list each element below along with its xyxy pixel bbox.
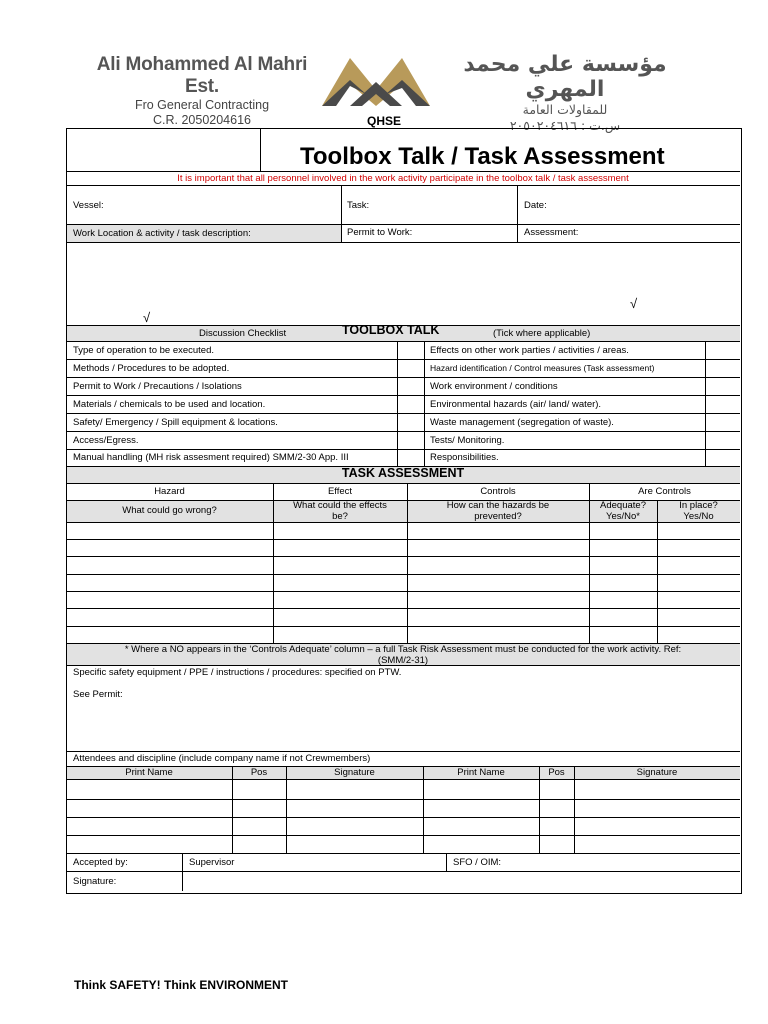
rule-line — [66, 591, 740, 592]
sub-effect-header-2: be? — [332, 511, 348, 522]
sfo-oim-label: SFO / OIM: — [453, 857, 502, 868]
checklist-item-right-5: Waste management (segregation of waste). — [430, 417, 614, 428]
checklist-item-left-1: Type of operation to be executed. — [73, 345, 215, 356]
checklist-item-left-7: Manual handling (MH risk assesment required) SMM/2-30 App. III — [73, 452, 349, 463]
controls-note-line-2: (SMM/2-31) — [377, 655, 429, 666]
rule-line — [66, 574, 740, 575]
company-name-ar: مؤسسة علي محمد المهري — [463, 52, 667, 102]
checklist-tick-box-right-6[interactable] — [706, 432, 739, 449]
rule-line — [66, 171, 740, 172]
attendees-heading: Attendees and discipline (include company name if not Crewmembers) — [73, 753, 371, 764]
checklist-item-left-3: Permit to Work / Precautions / Isolations — [73, 381, 242, 392]
att-signature-header-2: Signature — [636, 767, 678, 778]
checklist-item-right-1: Effects on other work parties / activities / areas. — [430, 345, 629, 356]
footer-slogan: Think SAFETY! Think ENVIRONMENT — [74, 978, 289, 992]
see-permit-label: See Permit: — [73, 689, 123, 700]
company-name-en: Ali Mohammed Al Mahri Est. — [96, 54, 308, 97]
company-cr-en: C.R. 2050204616 — [153, 113, 251, 127]
att-signature-header-1: Signature — [334, 767, 375, 778]
rule-line — [66, 817, 740, 818]
accepted-by-label: Accepted by: — [73, 857, 128, 868]
rule-line — [66, 608, 740, 609]
rule-line — [182, 853, 183, 891]
rule-line — [517, 185, 518, 242]
checklist-item-left-2: Methods / Procedures to be adopted. — [73, 363, 230, 374]
rule-line — [66, 799, 740, 800]
sub-adequate-header-2: Yes/No* — [606, 511, 640, 522]
rule-line — [66, 224, 740, 225]
checklist-tick-box-left-6[interactable] — [398, 432, 423, 449]
discussion-checklist-label: Discussion Checklist — [199, 328, 287, 339]
title-box-divider — [260, 128, 261, 172]
toolbox-talk-heading: TOOLBOX TALK — [342, 323, 440, 337]
att-pos-header-2: Pos — [548, 767, 565, 778]
ppe-line: Specific safety equipment / PPE / instructions / procedures: specified on PTW. — [73, 667, 402, 678]
form-title: Toolbox Talk / Task Assessment — [300, 143, 665, 170]
rule-line — [66, 242, 740, 243]
col-are-controls-header: Are Controls — [638, 486, 691, 497]
company-logo — [320, 50, 432, 113]
checklist-item-right-6: Tests/ Monitoring. — [430, 435, 505, 446]
task-assessment-heading: TASK ASSESSMENT — [341, 466, 465, 480]
checklist-item-left-4: Materials / chemicals to be used and location. — [73, 399, 266, 410]
rule-line — [539, 766, 540, 853]
rule-line — [66, 853, 740, 854]
col-controls-header: Controls — [480, 486, 516, 497]
checklist-tick-box-left-7[interactable] — [398, 449, 423, 466]
checklist-tick-box-right-1[interactable] — [706, 342, 739, 359]
rule-line — [66, 779, 740, 780]
signature-label: Signature: — [73, 876, 117, 887]
notice-text: It is important that all personnel involved in the work activity participate in the toolbox talk / task assessment — [177, 173, 629, 184]
checklist-tick-box-left-1[interactable] — [398, 342, 423, 359]
tick-mark-right: √ — [630, 296, 638, 311]
permit-to-work-label: Permit to Work: — [347, 227, 413, 238]
checklist-tick-box-right-7[interactable] — [706, 449, 739, 466]
work-location-label: Work Location & activity / task description: — [73, 228, 251, 239]
rule-line — [66, 522, 740, 523]
checklist-item-right-3: Work environment / conditions — [430, 381, 558, 392]
col-hazard-header: Hazard — [154, 486, 185, 497]
rule-line — [232, 766, 233, 853]
checklist-item-right-4: Environmental hazards (air/ land/ water). — [430, 399, 602, 410]
checklist-tick-box-right-2[interactable] — [706, 360, 739, 377]
rule-line — [66, 539, 740, 540]
sub-inplace-header-1: In place? — [679, 500, 718, 511]
sub-controls-header-1: How can the hazards be — [446, 500, 550, 511]
sub-controls-header-2: prevented? — [474, 511, 522, 522]
rule-line — [446, 853, 447, 871]
vessel-label: Vessel: — [73, 200, 104, 211]
rule-line — [66, 835, 740, 836]
rule-line — [66, 483, 740, 484]
att-pos-header-1: Pos — [250, 767, 268, 778]
col-effect-header: Effect — [327, 486, 353, 497]
checklist-tick-box-left-3[interactable] — [398, 378, 423, 395]
checklist-tick-box-right-3[interactable] — [706, 378, 739, 395]
assessment-label: Assessment: — [524, 227, 579, 238]
checklist-tick-box-left-4[interactable] — [398, 396, 423, 413]
checklist-tick-box-right-5[interactable] — [706, 414, 739, 431]
supervisor-label: Supervisor — [189, 857, 235, 868]
checklist-tick-box-left-5[interactable] — [398, 414, 423, 431]
checklist-item-left-5: Safety/ Emergency / Spill equipment & locations. — [73, 417, 278, 428]
rule-line — [423, 766, 424, 853]
rule-line — [66, 751, 740, 752]
checklist-tick-box-right-4[interactable] — [706, 396, 739, 413]
rule-line — [66, 556, 740, 557]
rule-line — [66, 626, 740, 627]
sub-adequate-header-1: Adequate? — [600, 500, 646, 511]
checklist-item-right-7: Responsibilities. — [430, 452, 499, 463]
att-print-name-header-2: Print Name — [457, 767, 505, 778]
rule-line — [341, 185, 342, 242]
att-print-name-header-1: Print Name — [125, 767, 173, 778]
company-subtitle-ar: للمقاولات العامة — [522, 102, 608, 117]
checklist-tick-box-left-2[interactable] — [398, 360, 423, 377]
rule-line — [574, 766, 575, 853]
sub-inplace-header-2: Yes/No — [683, 511, 714, 522]
sub-effect-header-1: What could the effects — [293, 500, 387, 511]
tick-where-applicable-label: (Tick where applicable) — [493, 328, 591, 339]
checklist-item-right-2: Hazard identification / Control measures (Task assessment) — [430, 363, 655, 373]
company-cr-ar: س.ت : ٢٠٥٠٢٠٤٦١٦ — [509, 118, 621, 133]
date-label: Date: — [524, 200, 547, 211]
task-label: Task: — [347, 200, 370, 211]
qhse-label: QHSE — [366, 114, 401, 128]
rule-line — [66, 871, 740, 872]
rule-line — [286, 766, 287, 853]
controls-note-line-1: * Where a NO appears in the ‘Controls Adequate’ column – a full Task Risk Assessment must be conducted for the work activity. Ref: — [124, 644, 682, 655]
sub-hazard-header: What could go wrong? — [122, 505, 217, 516]
tick-mark-left: √ — [143, 310, 151, 325]
rule-line — [424, 341, 425, 466]
checklist-item-left-6: Access/Egress. — [73, 435, 139, 446]
company-subtitle-en: Fro General Contracting — [134, 98, 270, 112]
rule-line — [66, 185, 740, 186]
